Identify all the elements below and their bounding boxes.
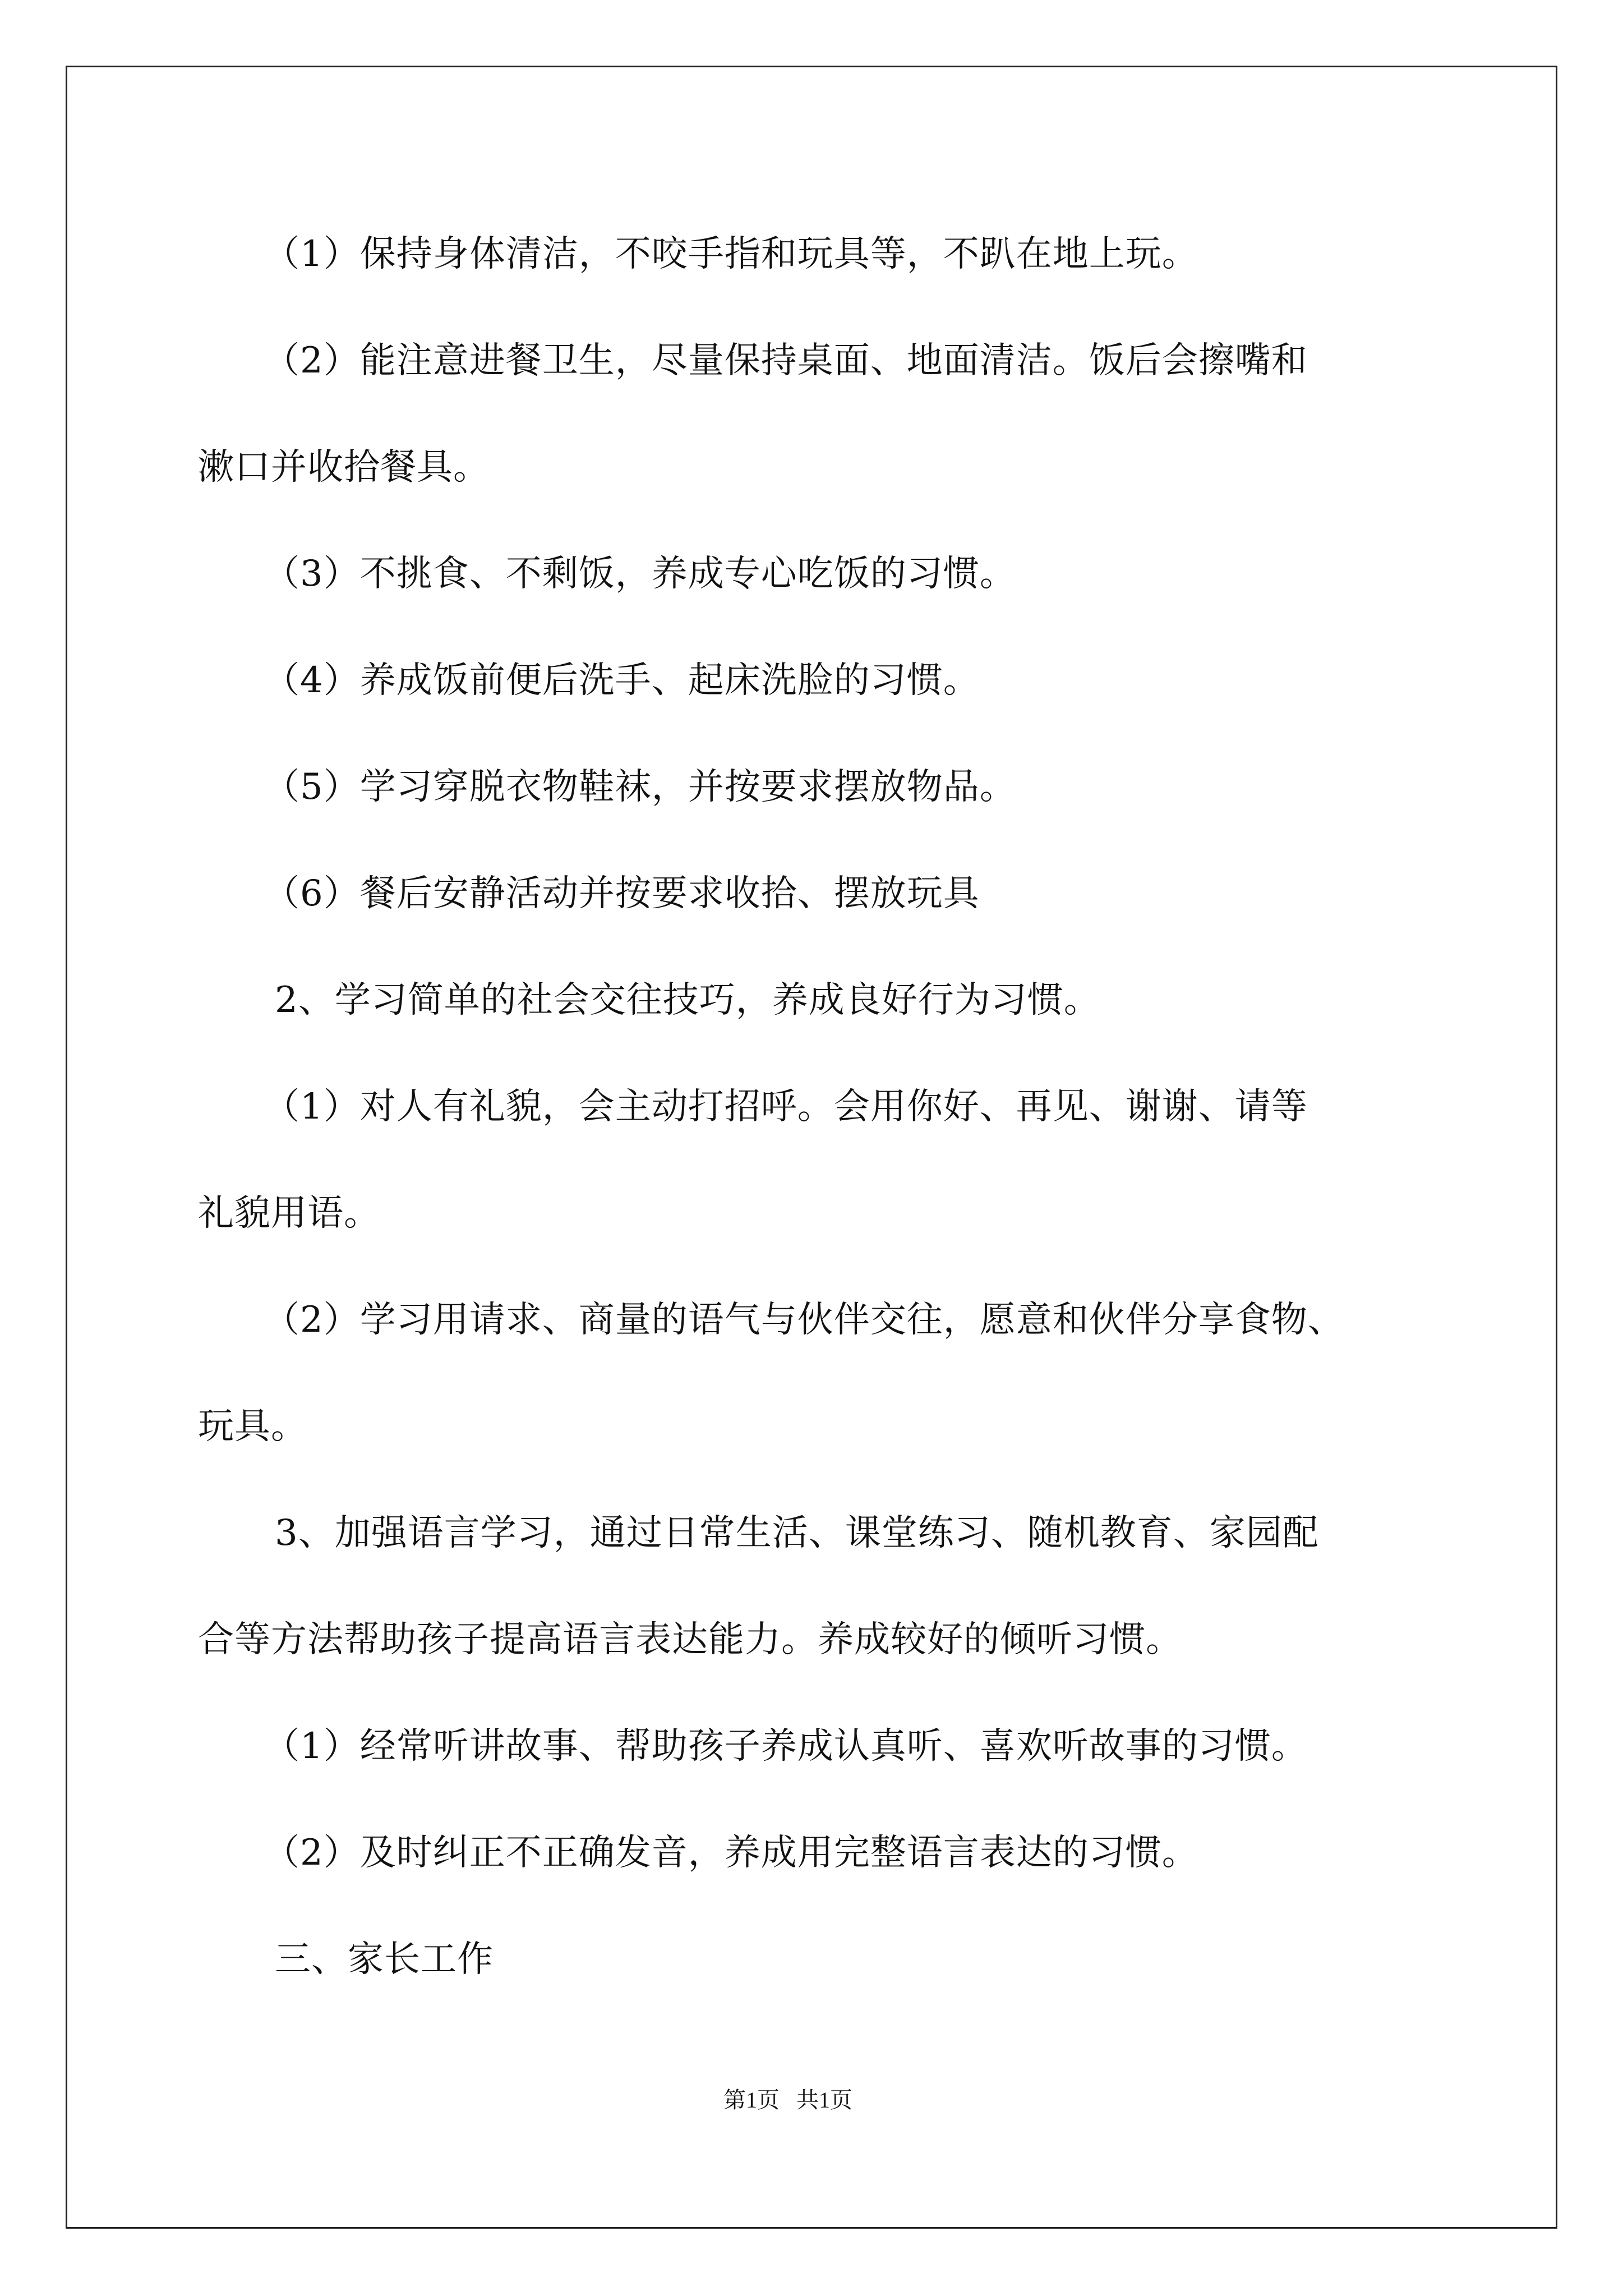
paragraph-line: （3）不挑食、不剩饭，养成专心吃饭的习惯。: [264, 553, 1016, 595]
paragraph-line: （1）经常听讲故事、帮助孩子养成认真听、喜欢听故事的习惯。: [264, 1726, 1308, 1767]
paragraph-line: 礼貌用语。: [198, 1193, 380, 1234]
paragraph-line: （1）对人有礼貌，会主动打招呼。会用你好、再见、谢谢、请等: [264, 1086, 1308, 1128]
paragraph-line: （5）学习穿脱衣物鞋袜，并按要求摆放物品。: [264, 766, 1016, 808]
paragraph-line: 漱口并收拾餐具。: [198, 447, 490, 488]
paragraph-line: （6）餐后安静活动并按要求收拾、摆放玩具: [264, 873, 980, 914]
section-heading: 3、加强语言学习，通过日常生活、课堂练习、随机教育、家园配: [275, 1512, 1319, 1554]
paragraph-line: （2）能注意进餐卫生，尽量保持桌面、地面清洁。饭后会擦嘴和: [264, 340, 1308, 381]
paragraph-line: （4）养成饭前便后洗手、起床洗脸的习惯。: [264, 660, 980, 701]
paragraph-line: （1）保持身体清洁，不咬手指和玩具等，不趴在地上玩。: [264, 233, 1198, 275]
paragraph-line: （2）学习用请求、商量的语气与伙伴交往，愿意和伙伴分享食物、: [264, 1299, 1344, 1341]
paragraph-line: （2）及时纠正不正确发音，养成用完整语言表达的习惯。: [264, 1832, 1198, 1874]
section-heading: 三、家长工作: [275, 1939, 494, 1980]
paragraph-line: 玩具。: [198, 1406, 307, 1447]
page-footer: 第1页 共1页: [723, 2087, 852, 2113]
page-border: [66, 66, 1557, 2229]
paragraph-line: 合等方法帮助孩子提高语言表达能力。养成较好的倾听习惯。: [198, 1619, 1182, 1660]
section-heading: 2、学习简单的社会交往技巧，养成良好行为习惯。: [275, 979, 1100, 1021]
